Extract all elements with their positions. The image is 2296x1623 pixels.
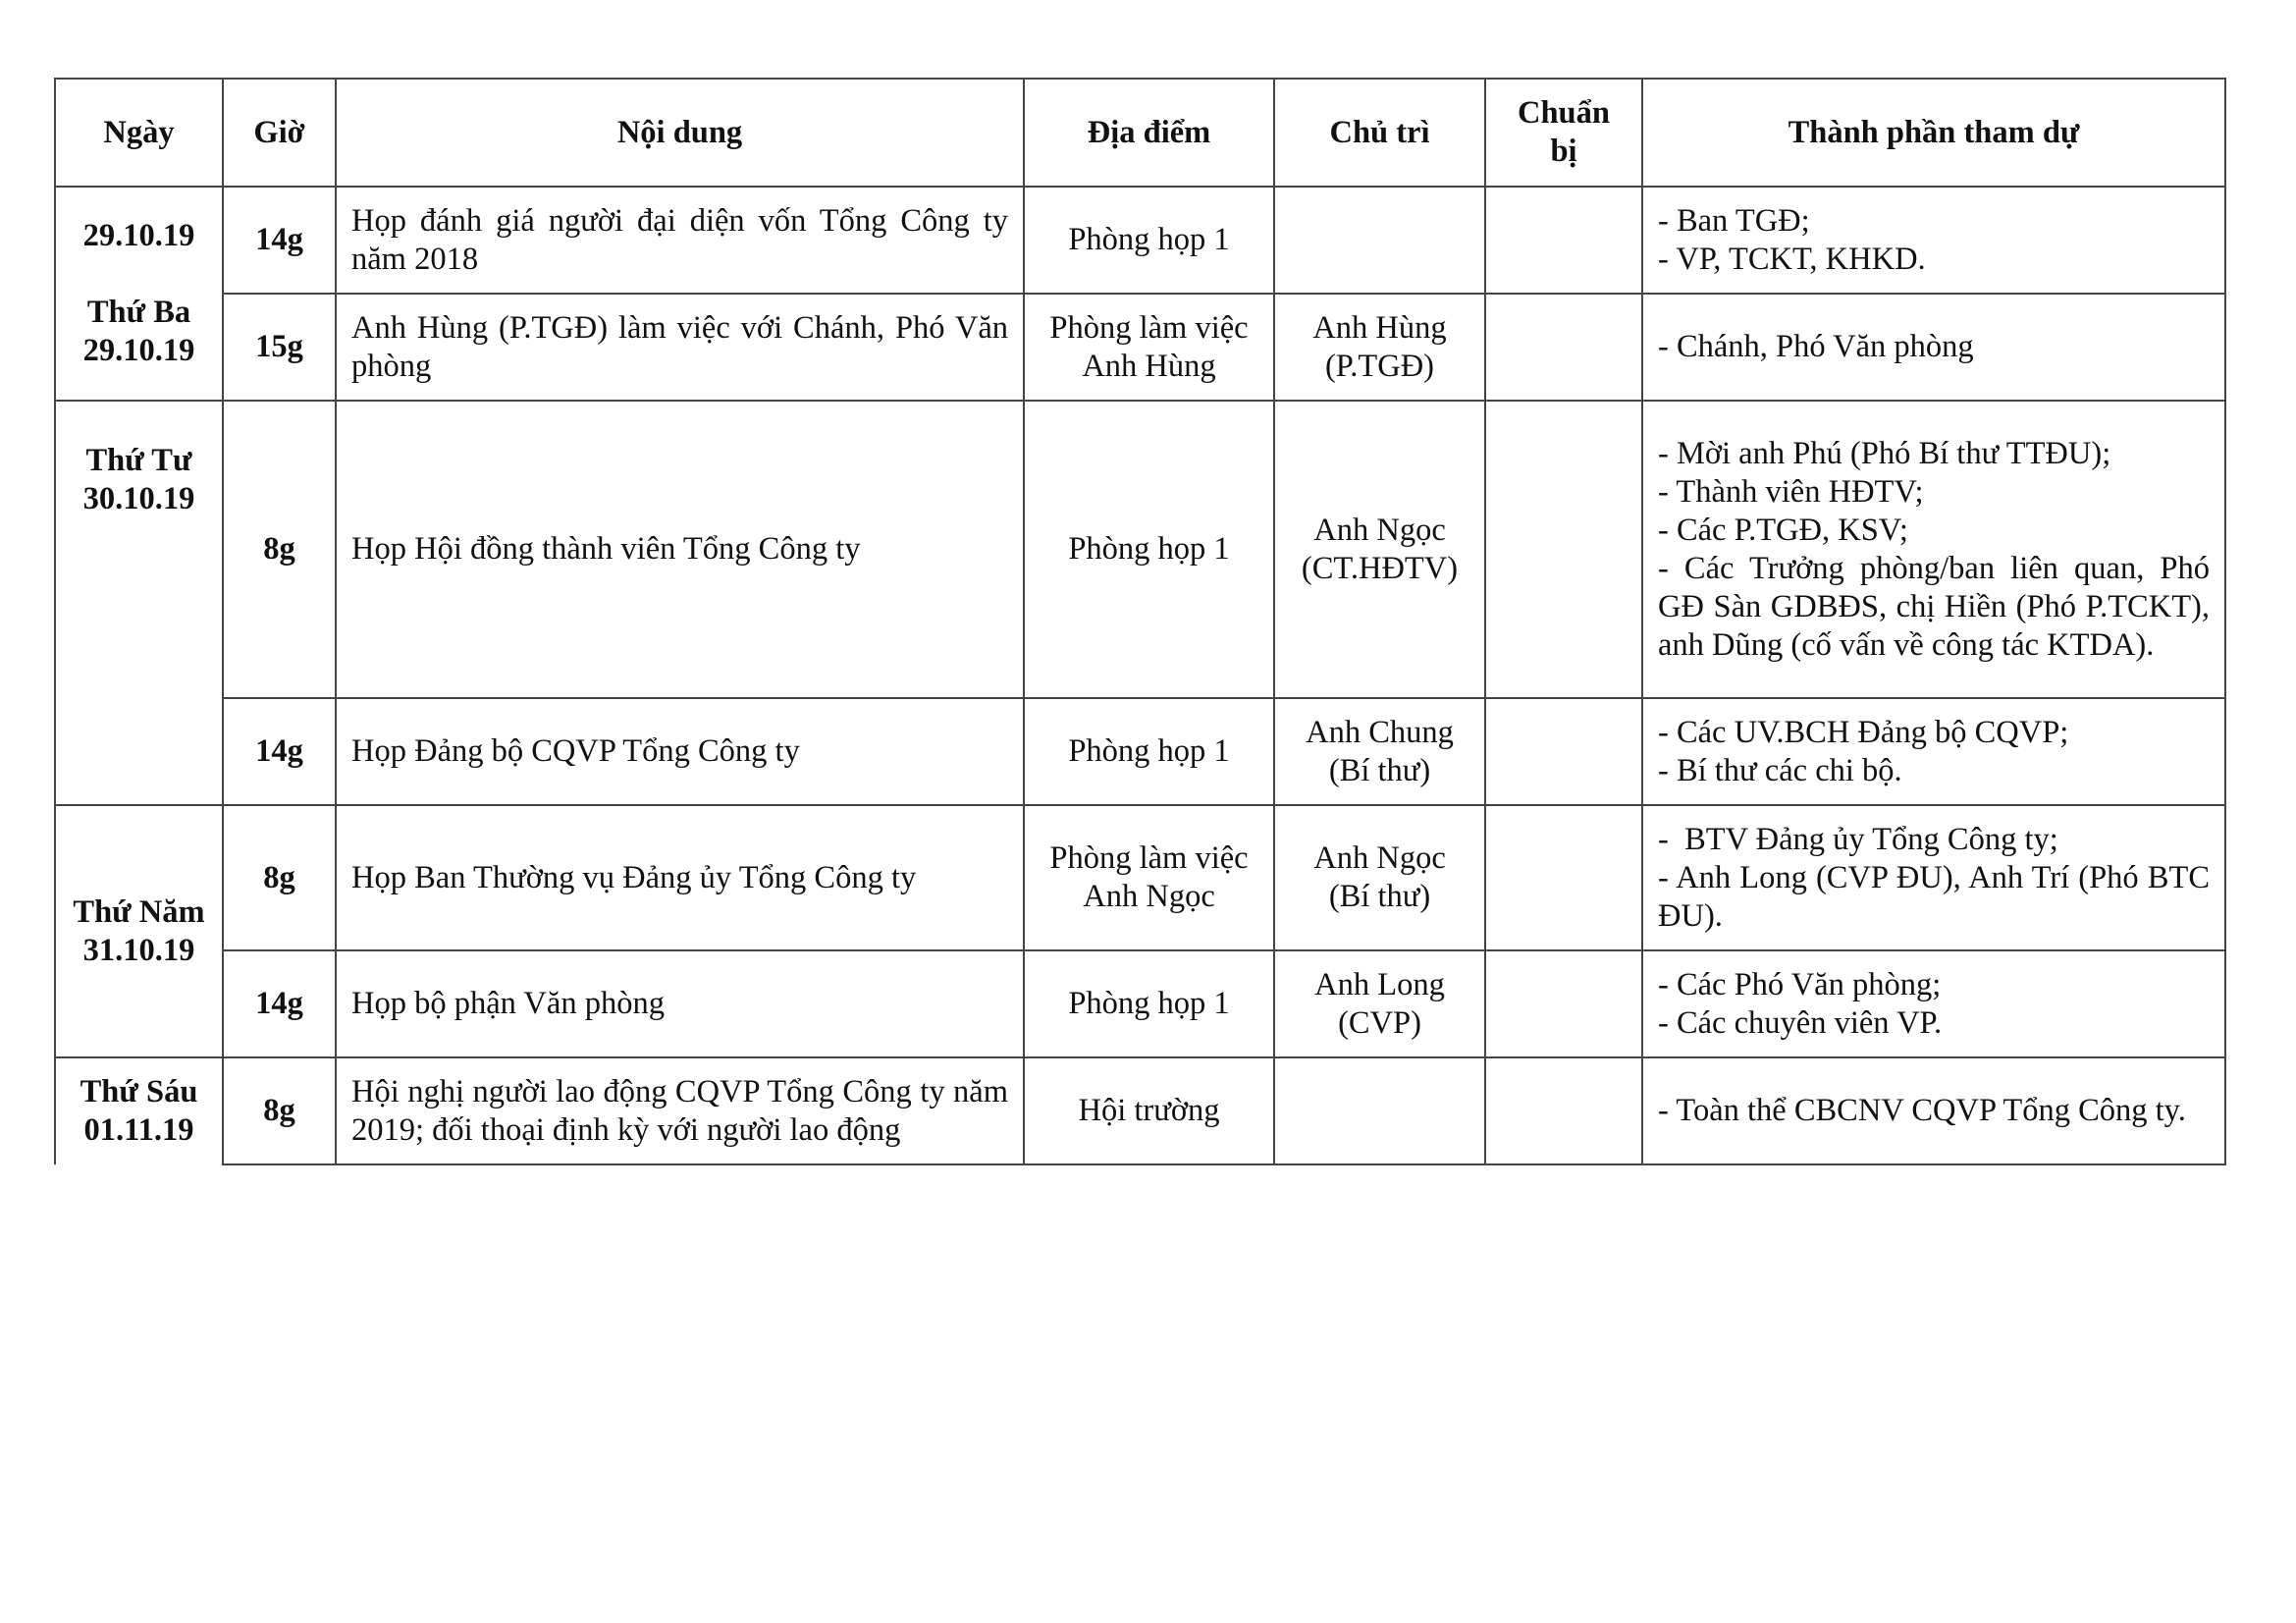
- chair-cell: Anh Hùng (P.TGĐ): [1274, 294, 1485, 401]
- attendees-cell: [1642, 294, 2225, 401]
- location-cell: Phòng họp 1: [1024, 401, 1274, 698]
- prepare-cell: [1485, 950, 1642, 1057]
- attendee-line: - Các Trưởng phòng/ban liên quan, Phó GĐ Sàn GDBĐS, chị Hiền (Phó P.TCKT), anh Dũng (cố vấn về công tác KTDA).: [1658, 550, 2210, 663]
- day-label: Thứ Ba: [86, 295, 191, 330]
- attendee-line: - Anh Long (CVP ĐU), Anh Trí (Phó BTC ĐU).: [1658, 859, 2210, 934]
- header-prepare: Chuẩn bị: [1485, 79, 1642, 187]
- location-cell: Phòng làm việc Anh Ngọc: [1024, 805, 1274, 950]
- day-cell-friday: [55, 1057, 223, 1164]
- content-cell: Họp Hội đồng thành viên Tổng Công ty: [336, 401, 1024, 698]
- chair-cell: [1274, 187, 1485, 294]
- content-cell: Hội nghị người lao động CQVP Tổng Công ty năm 2019; đối thoại định kỳ với người lao động: [336, 1057, 1024, 1164]
- day-date: 30.10.19: [82, 481, 195, 516]
- time-cell: 8g: [223, 1057, 336, 1164]
- chair-cell: Anh Long (CVP): [1274, 950, 1485, 1057]
- attendee-line: - Mời anh Phú (Phó Bí thư TTĐU);: [1658, 435, 2111, 471]
- prepare-cell: [1485, 294, 1642, 401]
- prepare-cell: [1485, 401, 1642, 698]
- header-day: Ngày: [55, 79, 223, 187]
- table-row: [55, 805, 2225, 950]
- table-row: [55, 698, 2225, 805]
- attendee-line: - Bí thư các chi bộ.: [1658, 752, 1902, 788]
- header-time: Giờ: [223, 79, 336, 187]
- table-row: [55, 950, 2225, 1057]
- attendees-cell: [1642, 1057, 2225, 1164]
- table-row: [55, 1057, 2225, 1164]
- chair-cell: [1274, 1057, 1485, 1164]
- time-cell: 8g: [223, 805, 336, 950]
- attendee-line: - Toàn thể CBCNV CQVP Tổng Công ty.: [1658, 1093, 2186, 1128]
- meeting-schedule-table: [54, 78, 2226, 1165]
- prepare-cell: [1485, 698, 1642, 805]
- attendees-cell: [1642, 401, 2225, 698]
- attendee-line: - Các Phó Văn phòng;: [1658, 966, 1942, 1002]
- time-cell: 14g: [223, 698, 336, 805]
- table-row: [55, 401, 2225, 698]
- prepare-cell: [1485, 187, 1642, 294]
- time-cell: 8g: [223, 401, 336, 698]
- day-cell-thursday: [55, 805, 223, 1057]
- attendee-line: - BTV Đảng ủy Tổng Công ty;: [1658, 821, 2058, 857]
- attendees-cell: [1642, 950, 2225, 1057]
- chair-cell: Anh Ngọc (CT.HĐTV): [1274, 401, 1485, 698]
- chair-cell: Anh Ngọc (Bí thư): [1274, 805, 1485, 950]
- day-label: Thứ Sáu: [80, 1074, 198, 1109]
- day-date: 01.11.19: [83, 1112, 194, 1148]
- attendee-line: - Chánh, Phó Văn phòng: [1658, 329, 1974, 364]
- chair-cell: Anh Chung (Bí thư): [1274, 698, 1485, 805]
- table-row: [55, 187, 2225, 294]
- content-cell: Anh Hùng (P.TGĐ) làm việc với Chánh, Phó Văn phòng: [336, 294, 1024, 401]
- time-cell: 14g: [223, 187, 336, 294]
- day-date: 31.10.19: [82, 932, 195, 968]
- attendees-cell: [1642, 187, 2225, 294]
- attendees-cell: [1642, 805, 2225, 950]
- attendees-cell: [1642, 698, 2225, 805]
- day-label: Thứ Năm: [73, 893, 205, 930]
- prepare-cell: [1485, 1057, 1642, 1164]
- content-cell: Họp đánh giá người đại diện vốn Tổng Công ty năm 2018: [336, 187, 1024, 294]
- location-cell: Phòng họp 1: [1024, 187, 1274, 294]
- attendee-line: - Các UV.BCH Đảng bộ CQVP;: [1658, 714, 2069, 750]
- content-cell: Họp Đảng bộ CQVP Tổng Công ty: [336, 698, 1024, 805]
- day-cell-wednesday: [55, 401, 223, 805]
- prepare-cell: [1485, 805, 1642, 950]
- attendee-line: - VP, TCKT, KHKD.: [1658, 241, 1926, 277]
- header-row: [55, 79, 2225, 187]
- time-cell: 14g: [223, 950, 336, 1057]
- attendee-line: - Ban TGĐ;: [1658, 202, 1810, 239]
- location-cell: Hội trường: [1024, 1057, 1274, 1164]
- location-cell: Phòng làm việc Anh Hùng: [1024, 294, 1274, 401]
- day-date-top: 29.10.19: [82, 218, 195, 253]
- content-cell: Họp Ban Thường vụ Đảng ủy Tổng Công ty: [336, 805, 1024, 950]
- attendee-line: - Thành viên HĐTV;: [1658, 473, 1924, 510]
- day-cell-tuesday: [55, 187, 223, 401]
- day-label: Thứ Tư: [85, 443, 192, 478]
- attendee-line: - Các P.TGĐ, KSV;: [1658, 512, 1908, 548]
- time-cell: 15g: [223, 294, 336, 401]
- header-attendees: Thành phần tham dự: [1642, 79, 2225, 187]
- table-row: [55, 294, 2225, 401]
- header-content: Nội dung: [336, 79, 1024, 187]
- location-cell: Phòng họp 1: [1024, 950, 1274, 1057]
- location-cell: Phòng họp 1: [1024, 698, 1274, 805]
- header-location: Địa điểm: [1024, 79, 1274, 187]
- content-cell: Họp bộ phận Văn phòng: [336, 950, 1024, 1057]
- day-date: 29.10.19: [82, 333, 195, 368]
- header-chair: Chủ trì: [1274, 79, 1485, 187]
- attendee-line: - Các chuyên viên VP.: [1658, 1004, 1943, 1041]
